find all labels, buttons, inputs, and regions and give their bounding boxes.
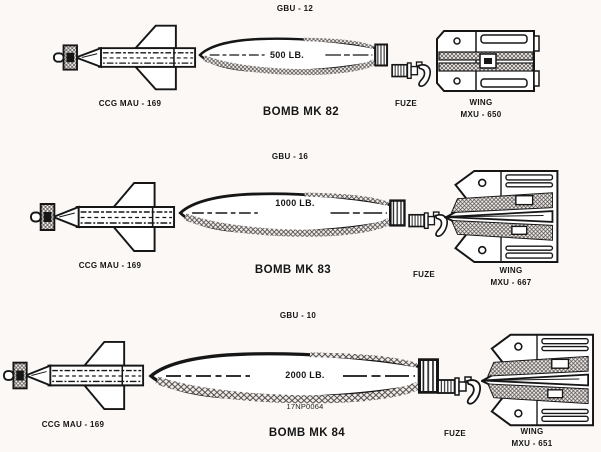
ccg-seeker-drawing	[3, 338, 145, 413]
assembly-title: GBU - 16	[271, 152, 309, 161]
wing-label	[445, 97, 517, 121]
ccg-seeker-drawing	[53, 22, 197, 93]
fuze-label: FUZE	[412, 270, 436, 279]
ccg-label: CCG MAU - 169	[41, 420, 105, 429]
wing-label-word: WING	[499, 266, 523, 275]
wing-label-word: WING	[520, 427, 544, 436]
wing-assembly-drawing	[444, 170, 560, 263]
wing-label	[475, 265, 547, 289]
ccg-label: CCG MAU - 169	[98, 99, 162, 108]
wing-assembly-drawing	[436, 30, 540, 92]
assembly-title: GBU - 12	[276, 4, 314, 13]
wing-label-model: MXU - 651	[511, 439, 553, 448]
bomb-label: BOMB MK 82	[262, 106, 340, 118]
wing-label	[496, 426, 568, 450]
wing-assembly-drawing	[481, 333, 595, 427]
wing-label-model: MXU - 650	[460, 110, 502, 119]
wing-label-model: MXU - 667	[490, 278, 532, 287]
figure-part-number: 17NP0064	[286, 402, 324, 411]
bomb-weight-label: 1000 LB.	[275, 198, 315, 208]
wing-label-word: WING	[469, 98, 493, 107]
bomb-weight-label: 2000 LB.	[285, 370, 325, 380]
fuze-drawing	[390, 53, 434, 91]
ccg-seeker-drawing	[30, 179, 176, 255]
bomb-body-drawing	[178, 187, 408, 239]
bomb-label: BOMB MK 83	[254, 264, 332, 276]
bomb-label: BOMB MK 84	[268, 427, 346, 439]
fuze-drawing	[437, 367, 483, 409]
ccg-label: CCG MAU - 169	[78, 261, 142, 270]
assembly-title: GBU - 10	[279, 311, 317, 320]
fuze-label: FUZE	[394, 99, 418, 108]
bomb-weight-label: 500 LB.	[269, 50, 305, 60]
fuze-label: FUZE	[443, 429, 467, 438]
